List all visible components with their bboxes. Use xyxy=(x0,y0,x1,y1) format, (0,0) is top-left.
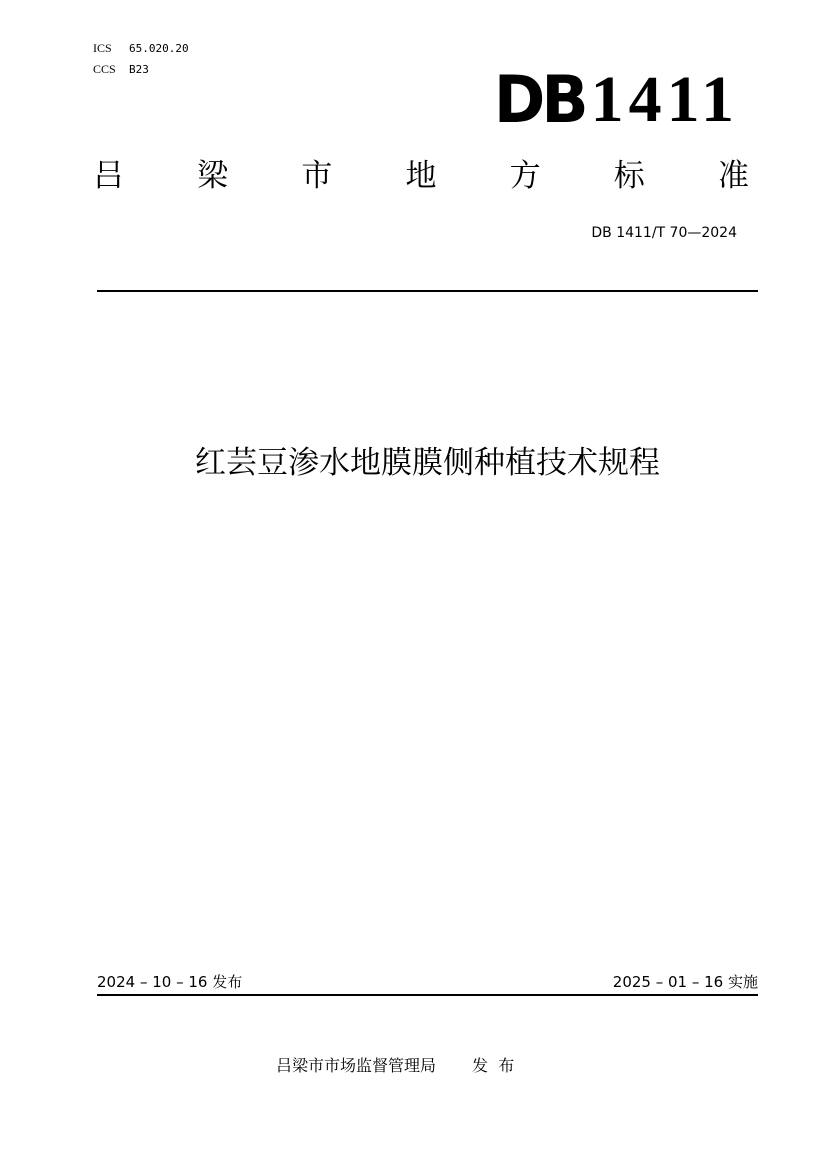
standard-number: DB 1411/T 70—2024 xyxy=(591,225,737,241)
ics-value: 65.020.20 xyxy=(129,42,189,55)
standard-type-char: 地 xyxy=(405,158,437,194)
issue-date: 2024 – 10 – 16 发布 xyxy=(97,973,243,991)
standard-type-char: 吕 xyxy=(93,158,124,194)
footer-divider xyxy=(97,994,758,996)
publisher-name: 吕梁市市场监督管理局 xyxy=(276,1056,437,1075)
header-divider xyxy=(97,290,758,292)
publisher-action: 发 布 xyxy=(472,1056,515,1075)
standard-type-char: 准 xyxy=(717,158,749,194)
standard-type-char: 梁 xyxy=(197,158,229,194)
ccs-label: CCS xyxy=(93,62,116,76)
standard-type-char: 方 xyxy=(509,158,541,194)
document-title: 红芸豆渗水地膜膜侧种植技术规程 xyxy=(195,445,660,481)
ics-line xyxy=(93,41,189,56)
standard-type-char: 标 xyxy=(613,158,645,194)
db-number: 1411 xyxy=(590,63,739,136)
implementation-date: 2025 – 01 – 16 实施 xyxy=(612,973,758,991)
standard-type-char: 市 xyxy=(301,158,333,194)
ccs-line xyxy=(93,62,149,77)
db-code-mark xyxy=(494,62,739,142)
db-letters: DB xyxy=(493,61,585,138)
publisher-line xyxy=(276,1055,514,1077)
ics-label: ICS xyxy=(93,41,112,55)
standard-type-heading xyxy=(93,156,749,196)
ccs-value: B23 xyxy=(129,63,149,76)
